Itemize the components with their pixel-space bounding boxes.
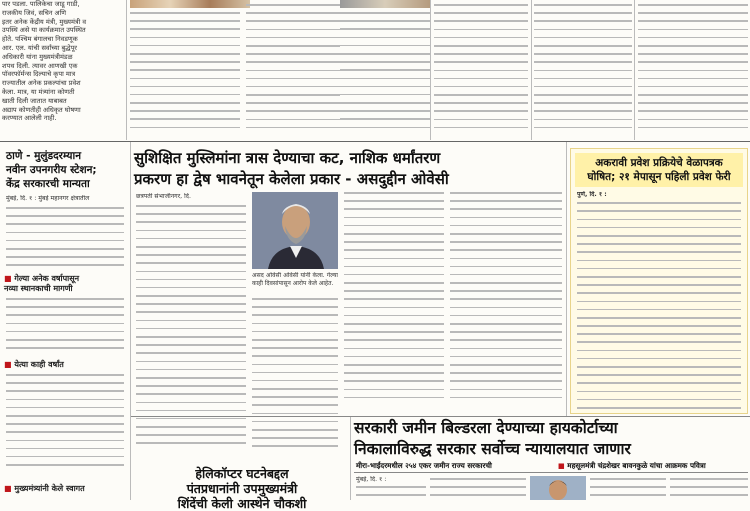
main-headline — [134, 148, 568, 190]
text-line: केला. मात्र, या मंत्र्यांना कोणती — [2, 87, 75, 96]
headline-line: नवीन उपनगरीय स्टेशन; — [6, 164, 97, 176]
owaisi-photo — [252, 192, 338, 269]
land-headline — [354, 418, 748, 460]
headline-line: ठाणे - मुलुंडदरम्यान — [6, 150, 82, 162]
text-line: अधिकारी यांना मुख्यमंत्रीमंडळ — [2, 52, 73, 61]
land-subhead-right: ■ महसूलमंत्री चंद्रशेखर बावनकुळे यांचा आक्रमक पवित्रा — [558, 461, 706, 470]
bullet-marker-icon: ■ — [4, 360, 15, 369]
headline-line: प्रकरण हा द्वेष भावनेतून केलेला प्रकार - असदुद्दीन ओवेसी — [134, 170, 449, 188]
text-line: उपस्थि असे या कार्यक्रमात उपस्थित — [2, 26, 86, 35]
thane-headline — [6, 149, 128, 191]
bullet-heading-2: ■ येत्या काही वर्षांत — [4, 360, 64, 369]
top-article-column-5 — [434, 4, 528, 138]
top-photo — [130, 0, 250, 8]
headline-line: सरकारी जमीन बिल्डरला देण्याच्या हायकोर्टाच्या — [354, 419, 618, 437]
text-line: इतर अनेक केंद्रीय मंत्री, मुख्यमंत्री व — [2, 17, 86, 26]
main-story-column-4 — [450, 192, 562, 412]
top-article-column-3 — [246, 4, 340, 138]
bullet-1-body — [6, 298, 124, 356]
thane-dateline — [6, 195, 126, 203]
bawankule-photo — [530, 476, 586, 500]
admission-body — [577, 202, 741, 418]
text-line: पॉवरफॉर्मन्स दिल्याचे कृपा मात्र — [2, 70, 76, 79]
top-article-column-4 — [340, 12, 430, 138]
bullet-marker-icon: ■ — [4, 484, 15, 493]
headline-line: शिंदेंची केली आस्थेने चौकशी — [177, 496, 307, 511]
admission-dateline: पुणे, दि. १ : — [577, 191, 607, 198]
text-line: होते. पश्चिम बंगालचा निवडणूक — [2, 35, 78, 44]
top-article-column-7 — [638, 4, 748, 138]
headline-line: पंतप्रधानांनी उपमुख्यमंत्री — [186, 481, 298, 496]
owaisi-photo-caption: असद ओवेसी ओवेसी यांनी केला. गेल्या काही दिवसांपासून आरोप केले आहेत. — [252, 272, 338, 287]
bullet-heading-3: ■ मुख्यमंत्र्यांनी केले स्वागत — [4, 484, 85, 493]
text-line: करण्यात आलेली नाही. — [2, 114, 57, 123]
text-line: शपथ दिली. त्यावर आणखी एक — [2, 61, 78, 70]
helicopter-headline — [136, 466, 348, 511]
bullet-heading-1: ■ गेल्या अनेक वर्षापासून नव्या स्थानकाची मागणी — [4, 274, 80, 293]
dateline: छत्रपती संभाजीनगर, दि. — [136, 193, 191, 200]
headline-line: केंद्र सरकारची मान्यता — [6, 178, 90, 190]
admission-box — [570, 148, 748, 414]
land-dateline: मुंबई, दि. १ : — [356, 476, 387, 483]
top-left-article-text — [2, 0, 122, 138]
bullet-2-body — [6, 374, 124, 474]
bullet-marker-icon: ■ — [558, 461, 568, 470]
main-story-column-3 — [344, 192, 444, 412]
headline-line: सुशिक्षित मुस्लिमांना त्रास देण्याचा कट, नाशिक धर्मांतरण — [134, 149, 441, 167]
text-line: अद्याप कोणतीही अधिकृत घोषणा — [2, 105, 81, 114]
land-subhead-left: मीरा-भाईंदरमधील २५४ एकर जमीन राज्य सरकारची — [356, 461, 492, 470]
headline-line: घोषित; २१ मेपासून पहिली प्रवेश फेरी — [587, 171, 731, 183]
text-line: राज्यातील अनेक प्रकल्पांचा प्रवेश — [2, 79, 81, 88]
text-line: आर. एल. यांची सर्वांच्या बुद्धेपूर — [2, 43, 78, 52]
headline-line: निकालाविरुद्ध सरकार सर्वोच्च न्यायालयात जाणार — [354, 440, 631, 458]
top-photo-right — [340, 0, 430, 8]
land-story-column-4 — [670, 478, 748, 500]
bullet-marker-icon: ■ — [4, 274, 15, 283]
person-portrait-icon — [530, 476, 586, 500]
land-story-column-3 — [590, 478, 666, 500]
person-portrait-icon — [252, 192, 338, 269]
main-story-column-2 — [252, 298, 338, 453]
land-story-column-1 — [356, 486, 426, 500]
admission-headline — [575, 153, 743, 187]
main-dateline — [136, 193, 246, 201]
dateline: मुंबई, दि. १ : मुंबई महानगर क्षेत्रातील — [6, 195, 90, 202]
headline-line: हेलिकॉप्टर घटनेबद्दल — [195, 466, 289, 481]
top-article-column-2 — [130, 12, 240, 138]
thane-article-body — [6, 207, 124, 271]
top-article-column-6 — [534, 4, 632, 138]
text-line: राजकीय जिवं, सचिन अणि — [2, 8, 67, 17]
land-story-column-2 — [430, 478, 526, 500]
text-line: पार पडला. पालिकेचा जाडू गाडी, — [2, 0, 80, 8]
text-line: खाती दिली जातात याबाबत — [2, 96, 67, 105]
headline-line: अकरावी प्रवेश प्रक्रियेचे वेळापत्रक — [595, 157, 723, 169]
